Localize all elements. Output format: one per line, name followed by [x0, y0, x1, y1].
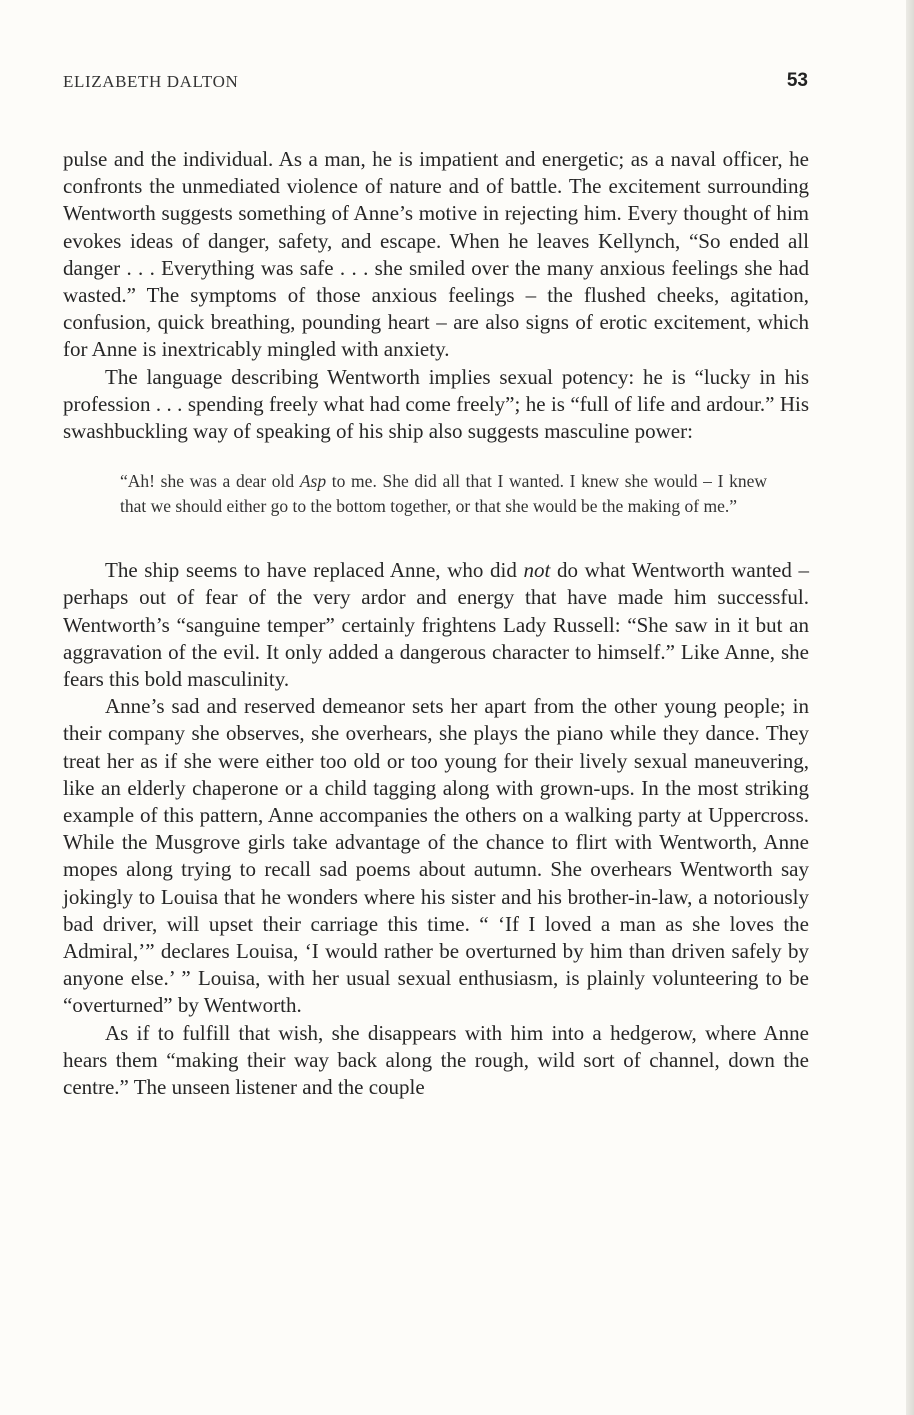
block-quote-text-start: “Ah! she was a dear old	[120, 471, 300, 492]
paragraph-2: The language describing Wentworth implies sexual potency: he is “lucky in his profession . . . spending freely what had come freely”; he is “full of life and ardour.” His swashbuckling way of speaking of his ship also suggests masculine power:	[63, 364, 809, 444]
running-head-author: ELIZABETH DALTON	[63, 72, 239, 91]
running-head	[63, 72, 808, 96]
paragraph-1: pulse and the individual. As a man, he is impatient and energetic; as a naval officer, he confronts the unmediated violence of nature and of battle. The excitement surrounding Wentworth suggests something of Anne’s motive in rejecting him. Every thought of him evokes ideas of danger, safety, and escape. When he leaves Kellynch, “So ended all danger . . . Everything was safe . . . she smiled over the many anxious feelings she had wasted.” The symptoms of those anxious feelings – the flushed cheeks, agitation, confusion, quick breathing, pounding heart – are also signs of erotic excitement, which for Anne is inextricably mingled with anxiety.	[63, 147, 809, 362]
paragraph-3-end: do what Wentworth wanted – perhaps out of fear of the very ardor and energy that have made him successful. Wentworth’s “sanguine temper” certainly frightens Lady Russell: “She saw in it but an aggravation of the evil. It only added a dangerous character to himself.” Like Anne, she fears this bold masculinity.	[63, 558, 810, 692]
page-edge-shadow	[906, 0, 914, 1415]
paragraph-3-italic-word: not	[523, 558, 551, 583]
paragraph-3	[63, 557, 809, 693]
page-number: 53	[786, 70, 808, 91]
paragraph-3-start: The ship seems to have replaced Anne, who did	[105, 558, 524, 583]
block-quote	[63, 469, 809, 518]
paragraph-4: Anne’s sad and reserved demeanor sets her apart from the other young people; in their company she observes, she overhears, she plays the piano while they dance. They treat her as if she were either too old or too young for their lively sexual maneuvering, like an elderly chaperone or a child tagging along with grown-ups. In the most striking example of this pattern, Anne accompanies the others on a walking party at Uppercross. While the Musgrove girls take advantage of the chance to flirt with Wentworth, Anne mopes along trying to recall sad poems about autumn. She overhears Wentworth say jokingly to Louisa that he wonders where his sister and his brother-in-law, a notoriously bad driver, will upset their carriage this time. “ ‘If I loved a man as she loves the Admiral,’” declares Louisa, ‘I would rather be overturned by him than driven safely by anyone else.’ ” Louisa, with her usual sexual enthusiasm, is plainly volunteering to be “overturned” by Wentworth.	[63, 694, 809, 1018]
block-quote-text-end: to me. She did all that I wanted. I knew she would – I knew that we should either go to the bottom together, or that she would be the making of me.”	[120, 471, 767, 516]
block-quote-italic-ship-name: Asp	[299, 471, 327, 492]
body-text	[63, 146, 809, 1101]
paragraph-5: As if to fulfill that wish, she disappears with him into a hedgerow, where Anne hears them “making their way back along the rough, wild sort of channel, down the centre.” The unseen listener and the couple	[63, 1020, 809, 1100]
